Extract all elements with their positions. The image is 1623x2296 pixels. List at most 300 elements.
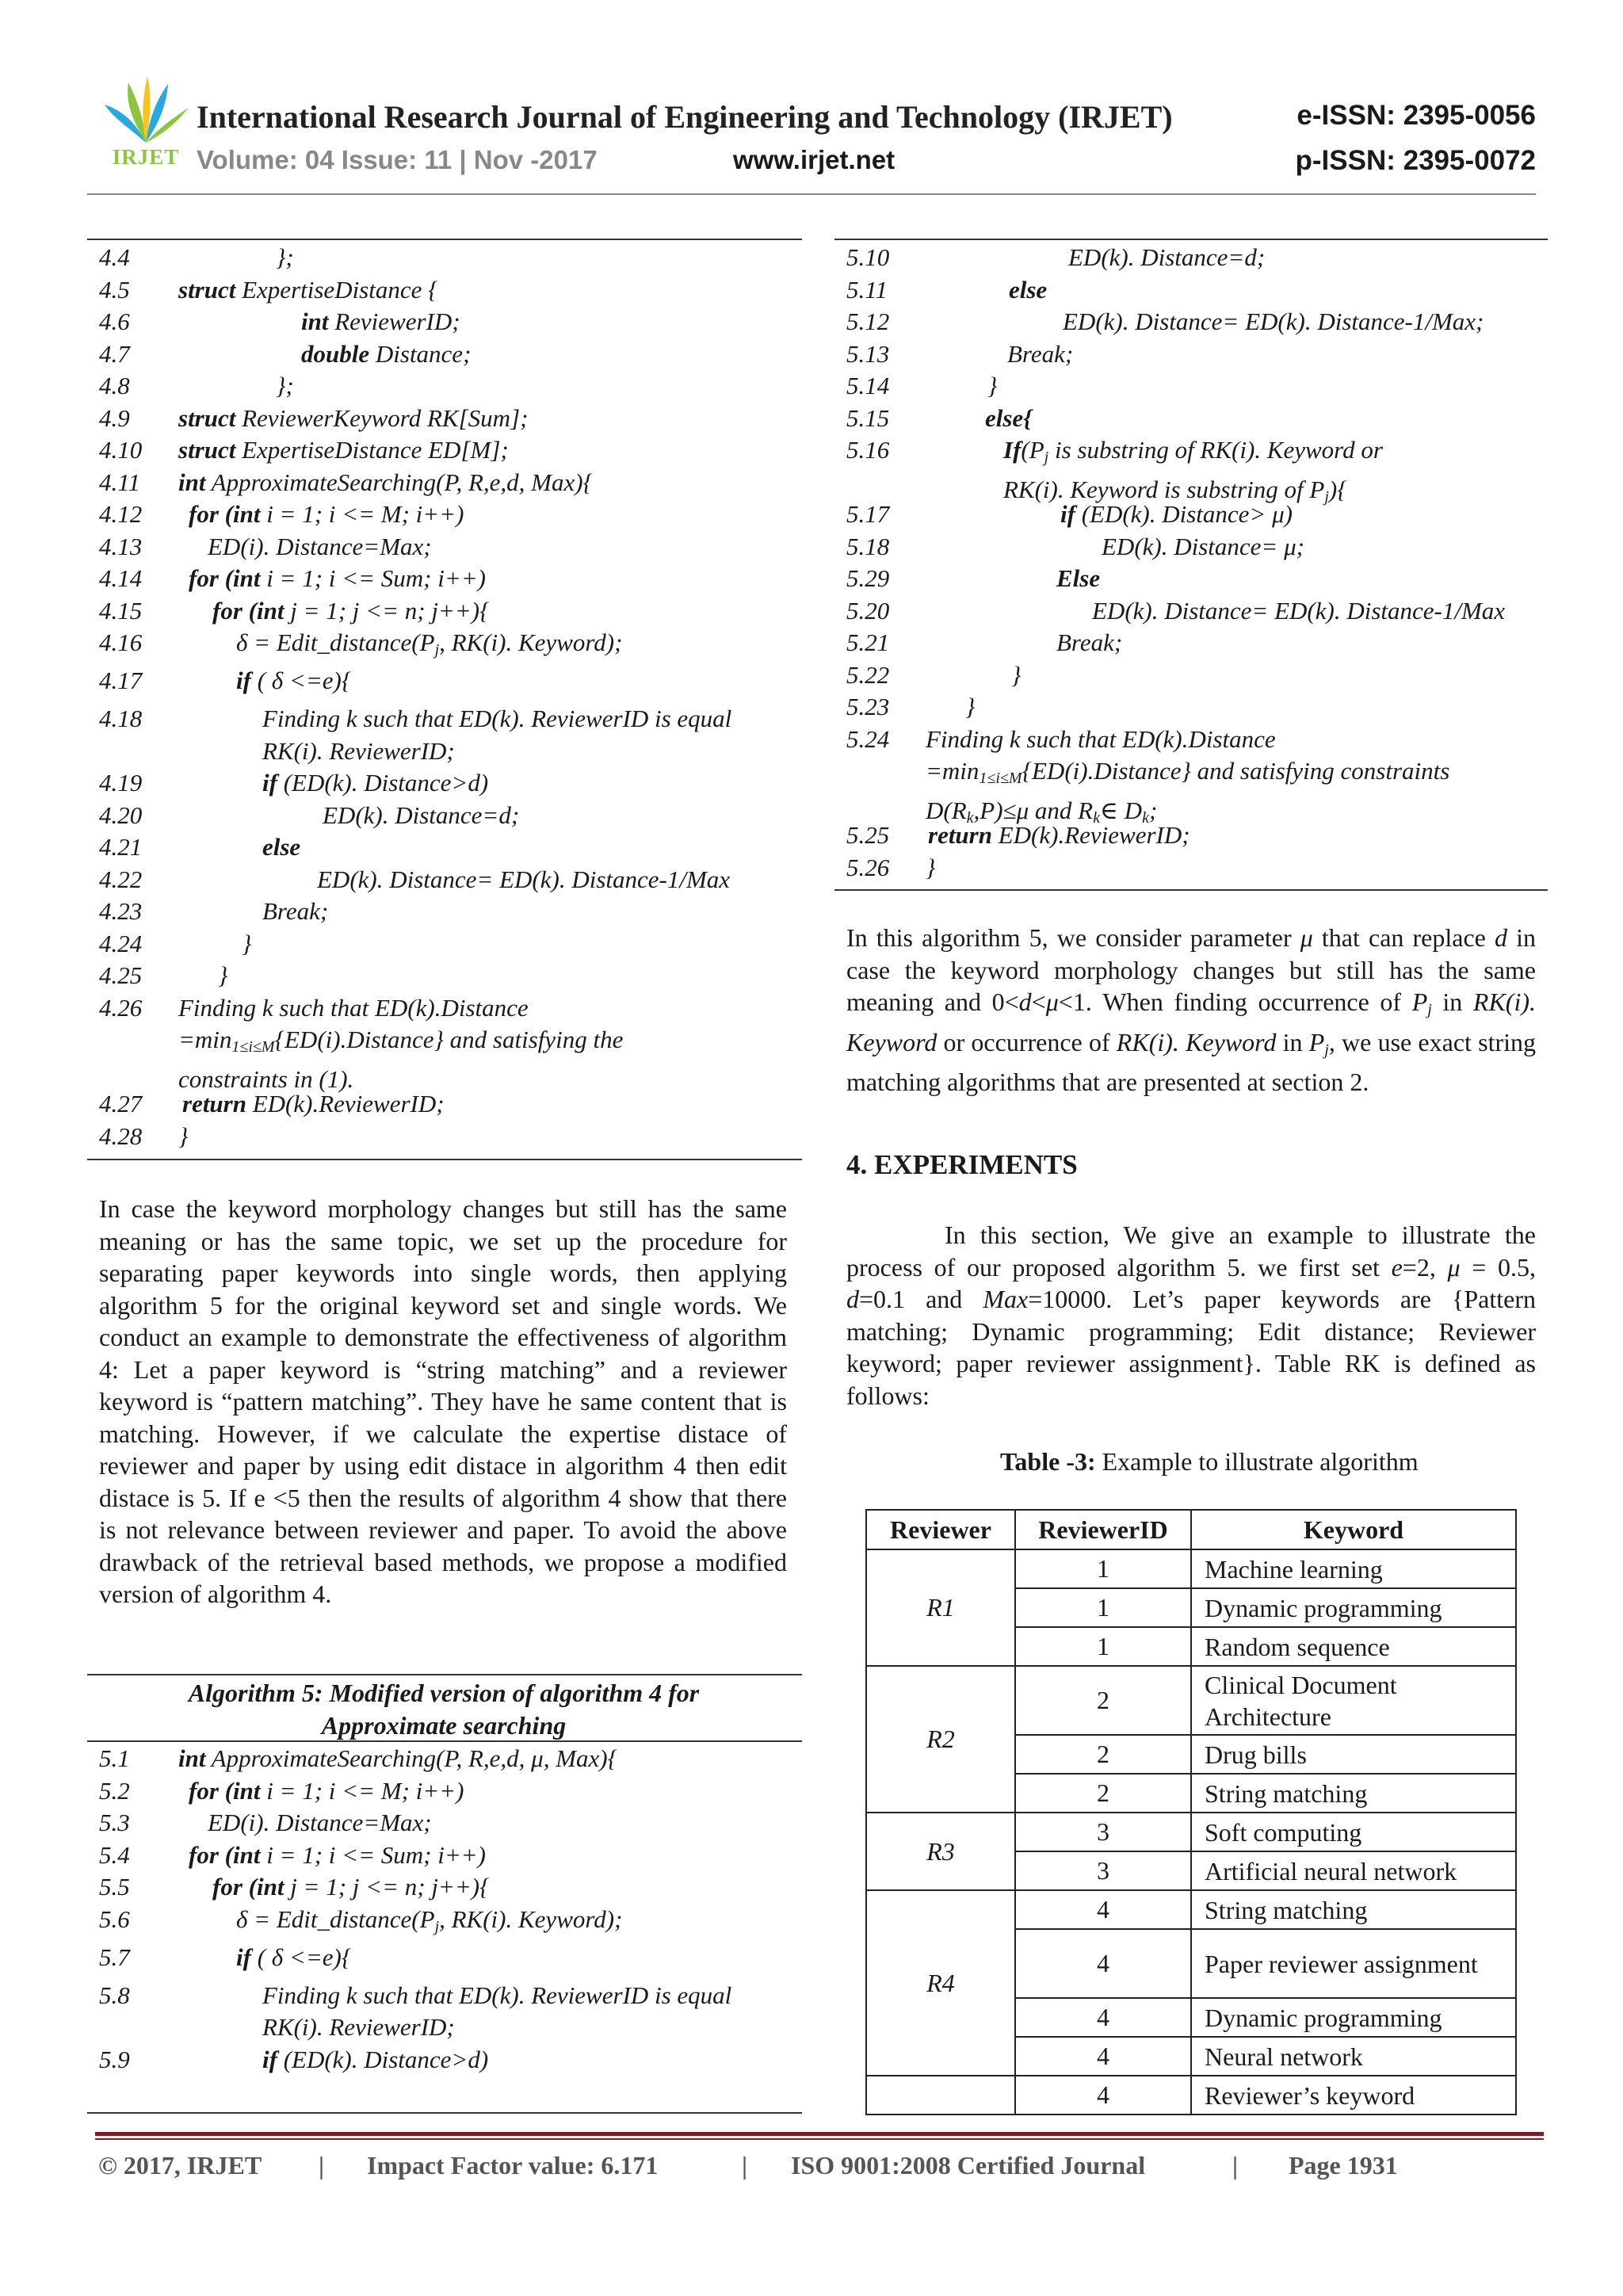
code-fragment: i = 1; i <= M; i++) [260,1776,464,1805]
code-text [182,1088,781,1121]
line-number: 5.6 [99,1904,130,1933]
table-caption-text: Example to illustrate algorithm [1095,1447,1419,1476]
right-paragraph-1 [846,922,1536,1098]
keyword: int [301,308,329,335]
code-text [987,370,1528,403]
website-link[interactable]: www.irjet.net [733,145,896,174]
table-row [866,1890,1516,1929]
footer-separator-1: | [319,2151,325,2179]
code-line-4-15 [99,595,796,628]
code-fragment: } [987,372,998,399]
keyword-cell: Random sequence [1191,1627,1516,1666]
reviewer-id-cell: 4 [1015,2037,1191,2076]
keyword: struct [178,403,236,432]
code-fragment: {ED(i).Distance} and satisfying the constraints in (1). [178,1026,624,1093]
keyword: for (int [189,500,261,528]
line-number: 4.15 [99,596,143,625]
code-fragment: } [965,693,976,720]
code-fragment: ReviewerKeyword RK[Sum]; [235,403,529,432]
subscript: k [966,808,974,827]
line-number: 4.7 [99,339,130,368]
reviewer-id-cell: 4 [1015,1929,1191,1998]
code-fragment: ( δ <=e){ [250,667,352,694]
reviewer-id-cell: 4 [1015,1998,1191,2037]
code-text [1056,627,1528,659]
code-text [1011,659,1528,692]
code-text [1092,595,1528,628]
code-fragment: ,P)≤μ and R [973,796,1094,824]
table-caption-label: Table -3: [1000,1447,1096,1476]
line-number: 5.15 [846,403,890,432]
code-line-4-8 [99,370,796,403]
code-fragment: ED(k).ReviewerID; [991,821,1190,849]
line-number: 5.18 [846,532,890,560]
code-text [928,819,1528,852]
subscript: 1≤i≤M [979,770,1022,787]
right-paragraph-2-text: In this section, We give an example to illustrate the process of our proposed algorithm 5. we first set e=2, μ = 0.5, d=0.1 and Max=10000. Let’s paper keywords are {Pattern matching; Dynamic programming; Edit distance; Reviewer keyword; paper reviewer assignment}. Table RK is defined as follows: [846,1221,1537,1410]
line-number: 5.25 [846,821,890,849]
column-header-reviewer: Reviewer [866,1510,1015,1549]
code-text [178,274,781,307]
line-number: 4.9 [99,403,130,432]
code-line-4-9 [99,403,796,435]
keyword-cell: Reviewer’s keyword [1191,2076,1516,2115]
code-line-4-17 [99,665,796,703]
line-number: 5.12 [846,308,890,335]
keyword: return [928,821,992,849]
code-fragment: ED(k). Distance=d; [323,800,520,829]
code-text [1009,274,1528,307]
line-number: 4.4 [99,243,130,271]
code-line-5-24 [846,724,1544,827]
reviewer-cell: R4 [866,1890,1015,2076]
footer-copyright: © 2017, IRJET [98,2151,262,2179]
subscript: j [1044,449,1049,466]
code-line-5-13 [846,338,1544,371]
e-issn: e-ISSN: 2395-0056 [1296,100,1536,131]
code-line-4-16 [99,627,796,665]
line-number: 4.6 [99,308,130,335]
code-fragment: ReviewerID; [328,308,460,335]
reviewer-id-cell: 4 [1015,2076,1191,2115]
irjet-logo-icon [101,73,190,144]
code-fragment: j = 1; j <= n; j++){ [284,596,490,625]
footer-page-number: Page 1931 [1289,2151,1398,2179]
table-row [866,1666,1516,1735]
code-text [189,1839,781,1872]
code-text [242,928,781,961]
line-number: 4.26 [99,993,143,1022]
code-line-5-4 [99,1839,796,1872]
line-number: 5.10 [846,243,890,271]
reviewer-id-cell: 1 [1015,1549,1191,1588]
code-fragment: } [218,961,228,989]
line-number: 5.21 [846,628,890,656]
code-line-4-25 [99,960,796,992]
keyword: If [1003,436,1022,464]
footer-rule-thin [95,2138,1544,2140]
code-text [1060,499,1528,531]
code-line-5-11 [846,274,1544,307]
code-text [208,1807,781,1839]
reviewer-cell [866,2076,1015,2115]
code-line-5-10 [846,242,1544,274]
irjet-logo [101,73,190,172]
keyword: else{ [985,403,1032,432]
keyword: for (int [212,1873,285,1901]
code-text [301,338,781,371]
code-line-4-18 [99,703,796,767]
line-number: 4.23 [99,897,143,925]
table-header-row [866,1510,1516,1549]
code-fragment: is substring of RK(i). Keyword or RK(i). Keyword is substring of P [1003,436,1383,503]
code-fragment: } [242,929,252,957]
code-fragment: } [926,853,936,881]
code-fragment: ED(k). Distance=d; [1068,243,1266,271]
footer-separator-3: | [1232,2151,1239,2179]
code-fragment: {ED(i).Distance} and satisfying constraints D(R [926,757,1450,824]
line-number: 4.11 [99,468,140,496]
code-line-5-5 [99,1871,796,1904]
keyword: struct [178,275,236,304]
line-number: 5.23 [846,693,890,720]
code-line-5-21 [846,627,1544,659]
keyword: else [262,833,301,861]
code-fragment: ApproximateSearching(P, R,e,d, μ, Max){ [205,1744,618,1772]
footer-separator-2: | [742,2151,748,2179]
code-fragment: δ = Edit_distance(P [236,1904,435,1933]
code-line-4-11 [99,467,796,499]
code-text [1007,338,1528,371]
code-fragment: Finding k such that ED(k). ReviewerID is equal RK(i). ReviewerID; [262,705,732,765]
code-fragment: i = 1; i <= M; i++) [260,500,464,528]
code-text [276,242,781,274]
code-fragment: , RK(i). Keyword); [439,1904,623,1933]
algo5-left-bottom-rule [87,2112,802,2114]
line-number: 4.16 [99,628,143,656]
line-number: 4.20 [99,800,143,829]
code-line-5-22 [846,659,1544,692]
reviewer-id-cell: 2 [1015,1666,1191,1735]
line-number: 4.10 [99,436,143,464]
code-fragment: ){ [1328,475,1347,503]
reviewer-id-cell: 1 [1015,1588,1191,1627]
code-text [218,960,781,992]
code-line-4-19 [99,767,796,800]
keyword: int [178,1744,206,1772]
keyword-cell: String matching [1191,1774,1516,1813]
line-number: 4.12 [99,500,143,528]
keyword-cell: String matching [1191,1890,1516,1929]
table-rk [865,1509,1517,2115]
code-fragment: }; [276,243,294,271]
keyword-cell: Neural network [1191,2037,1516,2076]
keyword: for (int [189,564,261,592]
volume-issue: Volume: 04 Issue: 11 | Nov -2017 [197,145,598,174]
code-text [178,434,781,467]
code-text [178,403,781,435]
line-number: 5.11 [846,275,888,304]
left-paragraph-text: In case the keyword morphology changes but still has the same meaning or has the same topic, we set up the procedure for separating paper keywords into single words, then applying algorithm 5 for the original keyword set and single words. We conduct an example to demonstrate the effectiveness of algorithm 4: Let a paper keyword is “string matching” and a reviewer keyword is “pattern matching”. They have he same content that is matching. However, if we calculate the expertise distace of reviewer and paper by using edit distace in algorithm 4 then edit distace is 5. If e <5 then the results of algorithm 4 show that there is not relevance between reviewer and paper. To avoid the above drawback of the retrieval based methods, we propose a modified version of algorithm 4. [99,1194,787,1608]
reviewer-id-cell: 4 [1015,1890,1191,1929]
code-text [965,691,1528,724]
code-fragment: Break; [262,897,329,925]
reviewer-id-cell: 2 [1015,1735,1191,1774]
line-number: 5.8 [99,1981,130,2009]
footer-rule-thick [95,2132,1544,2136]
keyword-cell: Drug bills [1191,1735,1516,1774]
line-number: 4.13 [99,532,143,560]
table-row [866,1549,1516,1588]
code-line-5-29 [846,563,1544,595]
code-text [262,831,781,864]
line-number: 4.21 [99,833,143,861]
code-text [236,1942,781,1974]
code-text [262,1980,785,2044]
line-number: 4.19 [99,769,143,797]
code-text [1056,563,1528,595]
code-text [317,864,781,896]
code-fragment: ( δ <=e){ [250,1943,352,1971]
line-number: 5.14 [846,372,890,399]
algo5-right-top-rule [834,239,1548,240]
left-paragraph [99,1193,787,1610]
line-number: 4.22 [99,865,143,893]
code-fragment: ED(k). Distance= μ; [1102,532,1304,560]
code-line-4-22 [99,864,796,896]
code-line-5-25 [846,819,1544,852]
line-number: 5.9 [99,2045,130,2073]
keyword: if [1060,500,1075,528]
code-text [262,2044,781,2076]
keyword: Else [1056,564,1101,592]
subscript: j [1324,487,1329,506]
code-text [1068,242,1528,274]
keyword: int [178,468,206,496]
code-fragment: (ED(k). Distance> μ) [1075,500,1293,528]
line-number: 4.8 [99,372,130,399]
reviewer-cell: R2 [866,1666,1015,1813]
line-number: 5.4 [99,1840,130,1869]
table-row [866,1813,1516,1851]
keyword: if [262,769,277,797]
code-text [236,665,781,697]
keyword-cell: Paper reviewer assignment [1191,1929,1516,1998]
code-text [276,370,781,403]
line-number: 5.2 [99,1776,130,1805]
line-number: 5.26 [846,853,890,881]
code-line-5-20 [846,595,1544,628]
code-line-4-13 [99,531,796,563]
reviewer-id-cell: 3 [1015,1813,1191,1851]
code-text [926,724,1544,835]
line-number: 5.1 [99,1744,130,1772]
code-fragment: ∈ D [1099,796,1143,824]
keyword: if [236,667,251,694]
line-number: 4.25 [99,961,143,989]
line-number: 5.24 [846,724,890,753]
code-line-4-6 [99,306,796,338]
code-line-5-17 [846,499,1544,531]
line-number: 4.28 [99,1121,143,1150]
code-line-5-8 [99,1980,796,2044]
line-number: 5.16 [846,436,890,464]
code-text [1063,306,1528,338]
code-fragment: ED(k). Distance= ED(k). Distance-1/Max [317,865,731,893]
code-text [323,800,781,832]
code-line-4-23 [99,896,796,928]
right-paragraph-2 [846,1219,1536,1412]
code-fragment: ExpertiseDistance ED[M]; [235,436,509,464]
code-fragment: Finding k such that ED(k). ReviewerID is equal RK(i). ReviewerID; [262,1981,732,2041]
footer-iso: ISO 9001:2008 Certified Journal [791,2151,1146,2179]
code-fragment: ED(k).ReviewerID; [246,1090,445,1117]
keyword: return [182,1090,246,1117]
subscript: j [434,1917,440,1935]
code-text [189,563,781,595]
code-text [985,403,1528,435]
algorithm-5-code-right [846,242,1544,884]
keyword-cell: Dynamic programming [1191,1588,1516,1627]
code-line-5-15 [846,403,1544,435]
code-line-4-21 [99,831,796,864]
code-fragment: Distance; [369,339,472,368]
code-line-4-7 [99,338,796,371]
section-heading: 4. EXPERIMENTS [846,1149,1078,1180]
keyword: if [236,1943,251,1971]
reviewer-id-cell: 3 [1015,1851,1191,1890]
line-number: 5.22 [846,660,890,689]
code-line-4-28 [99,1121,796,1153]
reviewer-id-cell: 2 [1015,1774,1191,1813]
reviewer-cell: R3 [866,1813,1015,1890]
line-number: 5.29 [846,564,890,592]
keyword: else [1009,275,1048,304]
subscript: k [1093,808,1100,827]
code-text [212,1871,781,1904]
code-line-5-12 [846,306,1544,338]
code-fragment: ApproximateSearching(P, R,e,d, Max){ [205,468,593,496]
table-caption [1000,1447,1419,1477]
keyword: double [301,339,370,368]
code-fragment: ExpertiseDistance { [235,275,438,304]
code-text [301,306,781,338]
code-text [208,531,781,563]
code-fragment: i = 1; i <= Sum; i++) [260,564,486,592]
code-fragment: } [178,1121,189,1150]
code-fragment: Break; [1056,628,1123,656]
code-line-5-23 [846,691,1544,724]
code-fragment: ED(k). Distance= ED(k). Distance-1/Max [1092,596,1506,625]
code-fragment: (P [1021,436,1044,464]
keyword-cell: Machine learning [1191,1549,1516,1588]
line-number: 5.3 [99,1809,130,1836]
reviewer-id-cell: 1 [1015,1627,1191,1666]
code-text [178,1743,781,1775]
column-header-reviewerid: ReviewerID [1015,1510,1191,1549]
code-line-5-9 [99,2044,796,2082]
subscript: 1≤i≤M [231,1038,275,1056]
line-number: 4.5 [99,275,130,304]
code-line-5-7 [99,1942,796,1980]
code-line-5-1 [99,1743,796,1775]
code-line-5-16 [846,434,1544,506]
line-number: 5.7 [99,1943,130,1971]
algo5-title-rule [87,1740,802,1742]
code-line-4-10 [99,434,796,467]
keyword: for (int [189,1776,261,1805]
code-text [926,852,1528,884]
algo4-bottom-rule [87,1159,802,1160]
code-text [178,467,781,499]
keyword-cell: Dynamic programming [1191,1998,1516,2037]
code-fragment: (ED(k). Distance>d) [277,769,489,797]
keyword: for (int [189,1840,261,1869]
algorithm-4-code [99,242,796,1152]
code-line-5-14 [846,370,1544,403]
code-text [1102,531,1528,563]
code-fragment: } [1011,660,1022,689]
code-text [262,767,781,800]
code-line-4-12 [99,499,796,531]
subscript: k [1142,808,1149,827]
code-fragment: ED(i). Distance=Max; [208,1809,432,1836]
code-fragment: ED(k). Distance= ED(k). Distance-1/Max; [1063,308,1484,335]
code-line-5-18 [846,531,1544,563]
column-header-keyword: Keyword [1191,1510,1516,1549]
footer-impact-factor: Impact Factor value: 6.171 [367,2151,659,2179]
code-line-5-3 [99,1807,796,1839]
code-line-4-24 [99,928,796,961]
subscript: j [434,641,440,659]
algorithm-5-title: Algorithm 5: Modified version of algorithm 4 for Approximate searching [188,1679,700,1740]
code-text [178,1121,781,1153]
line-number: 5.20 [846,596,890,625]
code-line-4-26 [99,992,796,1093]
keyword: if [262,2045,277,2073]
line-number: 5.17 [846,500,890,528]
code-fragment: Finding k such that ED(k).Distance =min [926,724,1276,785]
code-line-4-20 [99,800,796,832]
keyword-cell: Soft computing [1191,1813,1516,1851]
code-fragment: , RK(i). Keyword); [439,628,623,656]
keyword: for (int [212,596,285,625]
code-text [236,627,781,667]
code-line-4-27 [99,1088,796,1121]
code-line-5-6 [99,1904,796,1942]
code-fragment: Break; [1007,339,1074,368]
line-number: 4.14 [99,564,143,592]
code-fragment: j = 1; j <= n; j++){ [284,1873,490,1901]
logo-text: IRJET [112,145,180,169]
code-text [236,1904,781,1943]
algo5-right-bottom-rule [834,889,1548,891]
code-text [189,1775,781,1808]
code-text [262,896,781,928]
code-fragment: i = 1; i <= Sum; i++) [260,1840,486,1869]
keyword: struct [178,436,236,464]
code-text [178,992,701,1096]
keyword-cell: Clinical Document Architecture [1191,1666,1516,1735]
line-number: 4.24 [99,929,143,957]
code-fragment: Finding k such that ED(k).Distance =min [178,993,529,1053]
reviewer-cell: R1 [866,1549,1015,1666]
algo5-top-rule [87,1674,802,1675]
code-text [189,499,781,531]
header-divider [87,193,1536,195]
code-fragment: (ED(k). Distance>d) [277,2045,489,2073]
p-issn: p-ISSN: 2395-0072 [1295,145,1536,176]
